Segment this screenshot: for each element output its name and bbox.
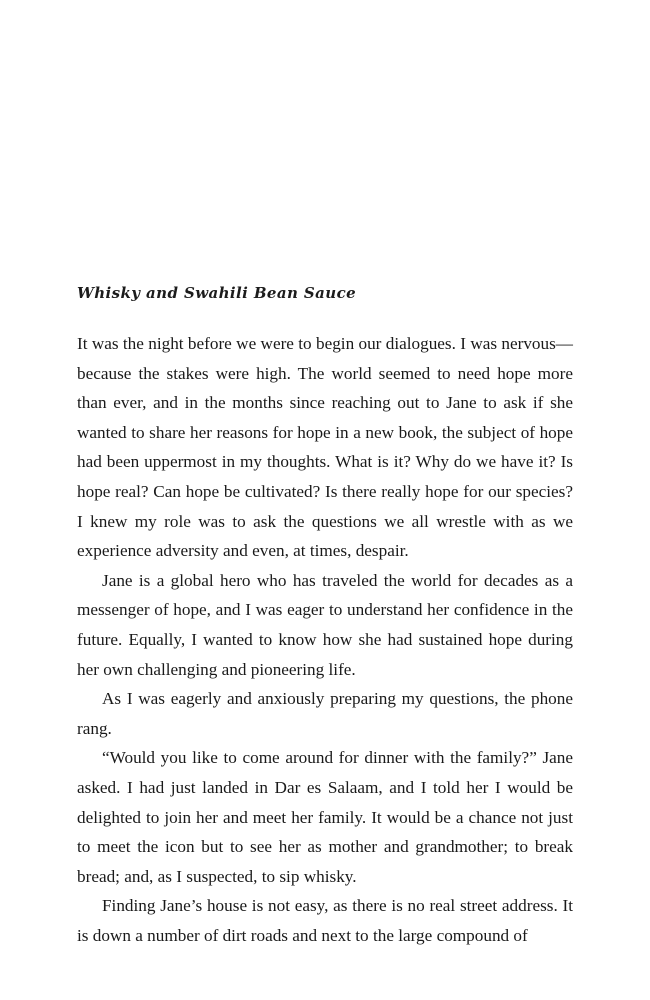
paragraph-3: As I was eagerly and anxiously preparing my questions, the phone rang. — [77, 689, 573, 738]
paragraph-1: It was the night before we were to begin our dialogues. I was nervous—because the stakes were high. The world seemed to need hope more than ever, and in the months since reaching out to Jane to ask if she wanted to share her reasons for hope in a new book, the subject of hope had been uppermost in my thoughts. What is it? Why do we have it? Is hope real? Can hope be cultivated? Is there really hope for our species? I knew my role was to ask the questions we all wrestle with as we experience adversity and even, at times, despair. — [77, 334, 573, 561]
paragraph-4: “Would you like to come around for dinner with the family?” Jane asked. I had just landed in Dar es Salaam, and I told her I would be delighted to join her and meet her family. It would be a chance not just to meet the icon but to see her as mother and grandmother; to break bread; and, as I suspected, to sip whisky. — [77, 748, 573, 886]
section-heading: Whisky and Swahili Bean Sauce — [77, 284, 357, 302]
body-text — [77, 329, 573, 950]
paragraph-5: Finding Jane’s house is not easy, as there is no real street address. It is down a number of dirt roads and next to the large compound of — [77, 896, 573, 945]
paragraph-2: Jane is a global hero who has traveled the world for decades as a messenger of hope, and I was eager to understand her confidence in the future. Equally, I wanted to know how she had sustained hope during her own challenging and pioneering life. — [77, 570, 573, 679]
